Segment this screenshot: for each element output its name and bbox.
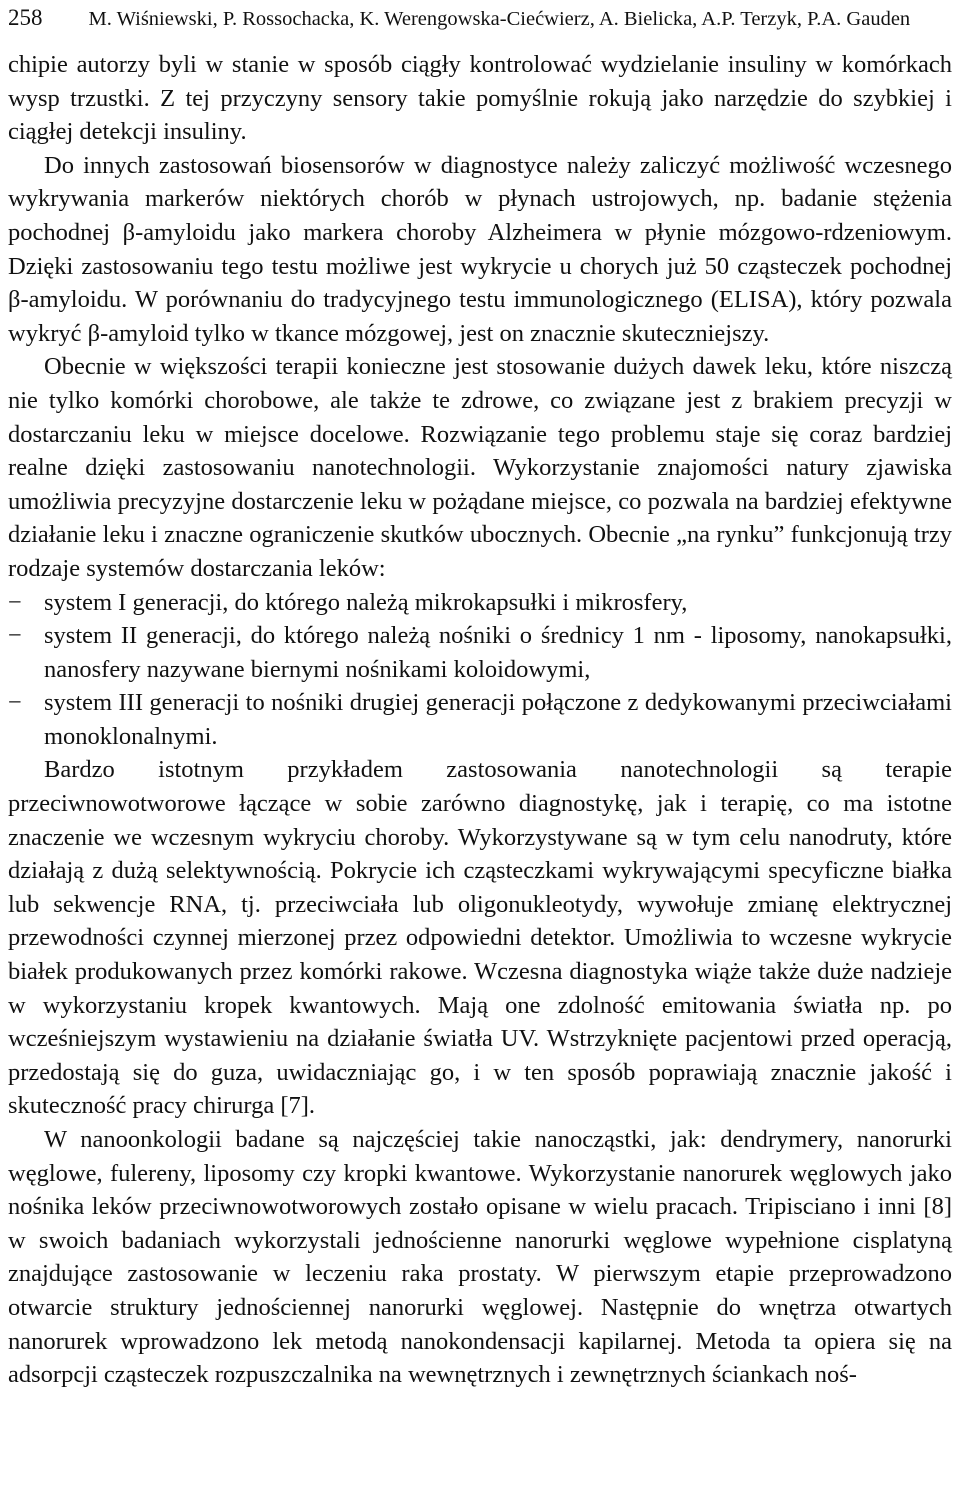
paragraph-biosensors-diagnostics: Do innych zastosowań biosensorów w diagnostyce należy zaliczyć możliwość wczesnego wykrywania markerów niektórych chorób w płynach ustrojowych, np. badanie stężenia pochodnej β-amyloidu jako markera choroby Alzheimera w płynie mózgowo-rdzeniowym. Dzięki zastosowaniu tego testu możliwe jest wykrycie u chorych już 50 cząsteczek pochodnej β-amyloidu. W porównaniu do tradycyjnego testu immunologicznego (ELISA), który pozwala wykryć β-amyloid tylko w tkance mózgowej, jest on znacznie skuteczniejszy. bbox=[8, 151, 952, 347]
paragraph-drug-delivery: Obecnie w większości terapii konieczne jest stosowanie dużych dawek leku, które niszczą nie tylko komórki chorobowe, ale także te zdrowe, co związane jest z brakiem precyzji w dostarczaniu leku w miejsce docelowe. Rozwiązanie tego problemu staje się coraz bardziej realne dzięki zastosowaniu nanotechnologii. Wykorzystanie znajomości natury zjawiska umożliwia precyzyjne dostarczenie leku w pożądane miejsce, co pozwala na bardziej efektywne działanie leku i znaczne ograniczenie skutków ubocznych. Obecnie „na rynku” funkcjonują trzy rodzaje systemów dostarczania leków: bbox=[8, 353, 952, 582]
header-authors: M. Wiśniewski, P. Rossochacka, K. Werengowska-Ciećwierz, A. Bielicka, A.P. Terzyk, P.A. Gauden bbox=[88, 8, 911, 30]
page-number: 258 bbox=[8, 5, 43, 30]
dash-bullet: − bbox=[8, 588, 22, 616]
list-item bbox=[8, 686, 952, 753]
list-item-text: system II generacji, do którego należą nośniki o średnicy 1 nm - liposomy, nanokapsułki, nanosfery nazywane biernymi nośnikami koloidowymi, bbox=[44, 622, 952, 683]
list-item-text: system I generacji, do którego należą mikrokapsułki i mikrosfery, bbox=[44, 588, 688, 616]
dash-bullet: − bbox=[8, 622, 22, 650]
delivery-systems-list bbox=[8, 586, 952, 754]
page bbox=[8, 0, 952, 1392]
paragraph-theranostics: Bardzo istotnym przykładem zastosowania nanotechnologii są terapie przeciwnowotworowe łączące w sobie zarówno diagnostykę, jak i terapię, co ma istotne znaczenie we wczesnym wykryciu choroby. Wykorzystywane są w tym celu nanodruty, które działają z dużą selektywnością. Pokrycie ich cząsteczkami wykrywającymi specyficzne białka lub sekwencje RNA, tj. przeciwciała lub oligonukleotydy, wywołuje zmianę elektrycznej przewodności czynnej mierzonej przez odpowiedni detektor. Umożliwia to wczesne wykrycie białek produkowanych przez komórki rakowe. Wczesna diagnostyka wiąże także duże nadzieje w wykorzystaniu kropek kwantowych. Mają one zdolność emitowania światła np. po wcześniejszym wystawieniu na działanie światła UV. Wstrzyknięte pacjentowi przed operacją, przedostają się do guza, uwidaczniając go, i w ten sposób poprawiają znacznie jakość i skuteczność pracy chirurga [7]. bbox=[8, 756, 952, 1120]
dash-bullet: − bbox=[8, 689, 22, 717]
running-header bbox=[8, 0, 952, 40]
list-item bbox=[8, 619, 952, 686]
list-item bbox=[8, 586, 952, 620]
paragraph-continued: chipie autorzy byli w stanie w sposób ciągły kontrolować wydzielanie insuliny w komórkach wysp trzustki. Z tej przyczyny sensory takie pomyślnie rokują jako narzędzie do szybkiej i ciągłej detekcji insuliny. bbox=[8, 51, 952, 146]
paragraph-nanooncology: W nanoonkologii badane są najczęściej takie nanocząstki, jak: dendrymery, nanorurki węglowe, fulereny, liposomy czy kropki kwantowe. Wykorzystanie nanorurek węglowych jako nośnika leków przeciwnowotworowych zostało opisane w wielu pracach. Tripisciano i inni [8] w swoich badaniach wykorzystali jednościenne nanorurki węglowe wypełnione cisplatyną znajdujące zastosowanie w leczeniu raka prostaty. W pierwszym etapie przeprowadzono otwarcie struktury jednościennej nanorurki węglowej. Następnie do wnętrza otwartych nanorurek wprowadzono lek metodą nanokondensacji kapilarnej. Metoda ta opiera się na adsorpcji cząsteczek rozpuszczalnika na wewnętrznych i zewnętrznych ściankach noś- bbox=[8, 1126, 952, 1389]
article-body bbox=[8, 48, 952, 1392]
list-item-text: system III generacji to nośniki drugiej generacji połączone z dedykowanymi przeciwciałami monoklonalnymi. bbox=[44, 689, 952, 750]
